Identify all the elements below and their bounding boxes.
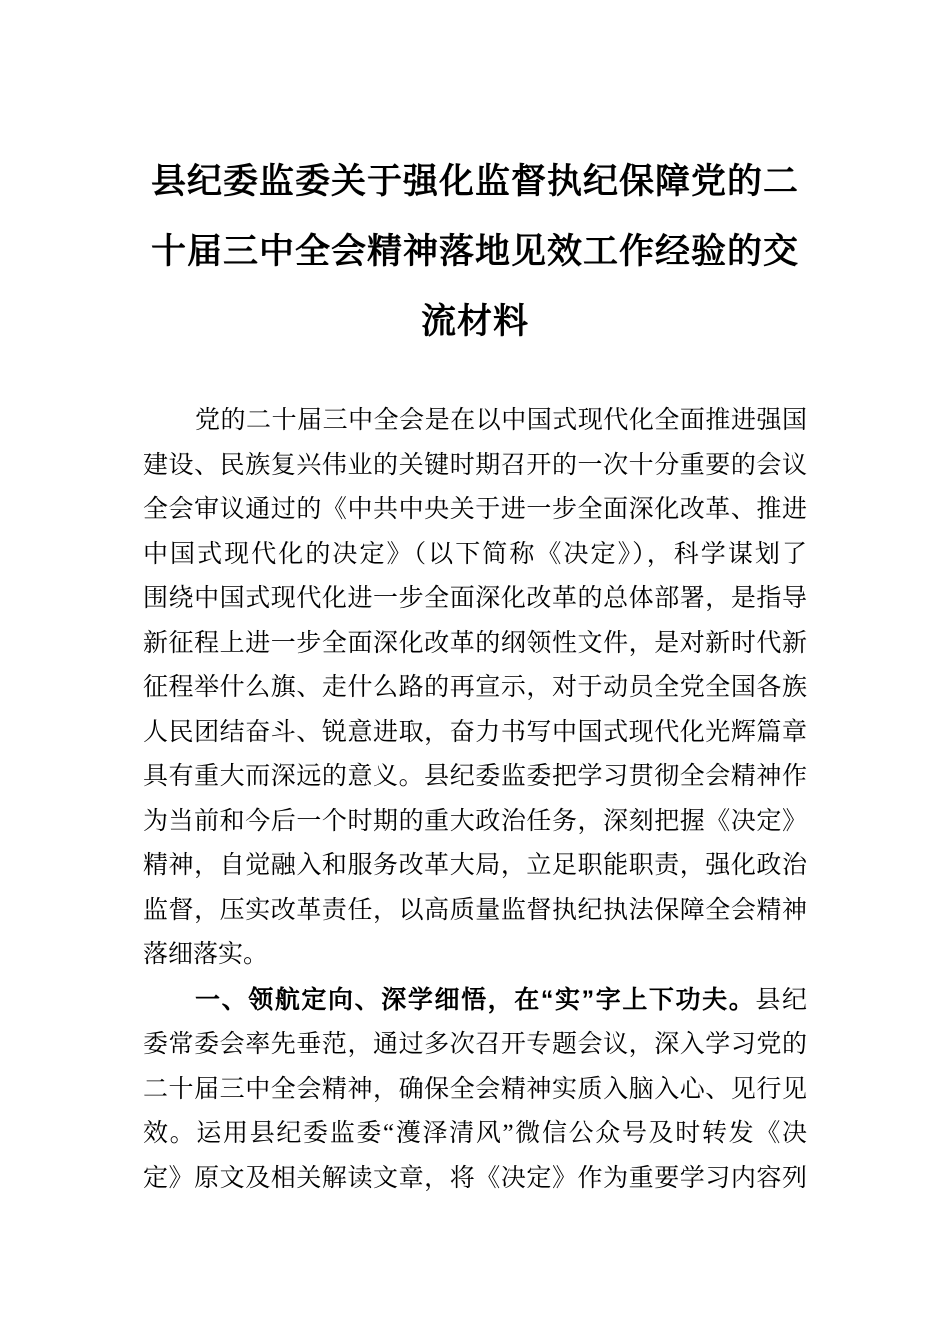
document-body <box>143 399 807 1201</box>
section1-heading-bold: 一、领航定向、深学细悟，在“实”字上下功夫。 <box>195 985 756 1014</box>
paragraph1-line: 全会审议通过的《中共中央关于进一步全面深化改革、推进 <box>143 496 807 523</box>
paragraph1-line: 征程举什么旗、走什么路的再宣示，对于动员全党全国各族 <box>143 674 807 701</box>
paragraph1-last-line: 落细落实。 <box>143 941 269 968</box>
paragraph2-line: 定》原文及相关解读文章，将《决定》作为重要学习内容列 <box>143 1164 807 1192</box>
paragraph1-line: 监督，压实改革责任，以高质量监督执纪执法保障全会精神 <box>143 896 807 924</box>
paragraph1-line: 围绕中国式现代化进一步全面深化改革的总体部署，是指导 <box>143 585 807 612</box>
paragraph1-line: 党的二十届三中全会是在以中国式现代化全面推进强国 <box>195 407 807 434</box>
paragraph1-line: 建设、民族复兴伟业的关键时期召开的一次十分重要的会议 <box>143 451 807 479</box>
paragraph1-line: 人民团结奋斗、锐意进取，奋力书写中国式现代化光辉篇章 <box>143 718 807 746</box>
paragraph1-line: 具有重大而深远的意义。县纪委监委把学习贯彻全会精神作 <box>143 763 807 790</box>
paragraph2-line: 效。运用县纪委监委“濩泽清风”微信公众号及时转发《决 <box>143 1120 807 1147</box>
title-line-2: 十届三中全会精神落地见效工作经验的交 <box>150 232 799 271</box>
paragraph2-line: 二十届三中全会精神，确保全会精神实质入脑入心、见行见 <box>143 1075 807 1103</box>
paragraph2-line: 委常委会率先垂范，通过多次召开专题会议，深入学习党的 <box>143 1031 807 1058</box>
section1-heading-line <box>143 978 807 1024</box>
title-line-1: 县纪委监委关于强化监督执纪保障党的二 <box>150 162 799 201</box>
paragraph1-line: 为当前和今后一个时期的重大政治任务，深刻把握《决定》 <box>143 807 807 835</box>
section1-heading-rest: 县纪 <box>755 986 807 1014</box>
paragraph1-line: 精神，自觉融入和服务改革大局，立足职能职责，强化政治 <box>143 852 807 879</box>
paragraph1-line: 中国式现代化的决定》（以下简称《决定》），科学谋划了 <box>143 540 807 568</box>
title-line-3: 流材料 <box>420 302 529 341</box>
document-title <box>143 147 807 357</box>
paragraph1-line: 新征程上进一步全面深化改革的纲领性文件，是对新时代新 <box>143 629 807 657</box>
